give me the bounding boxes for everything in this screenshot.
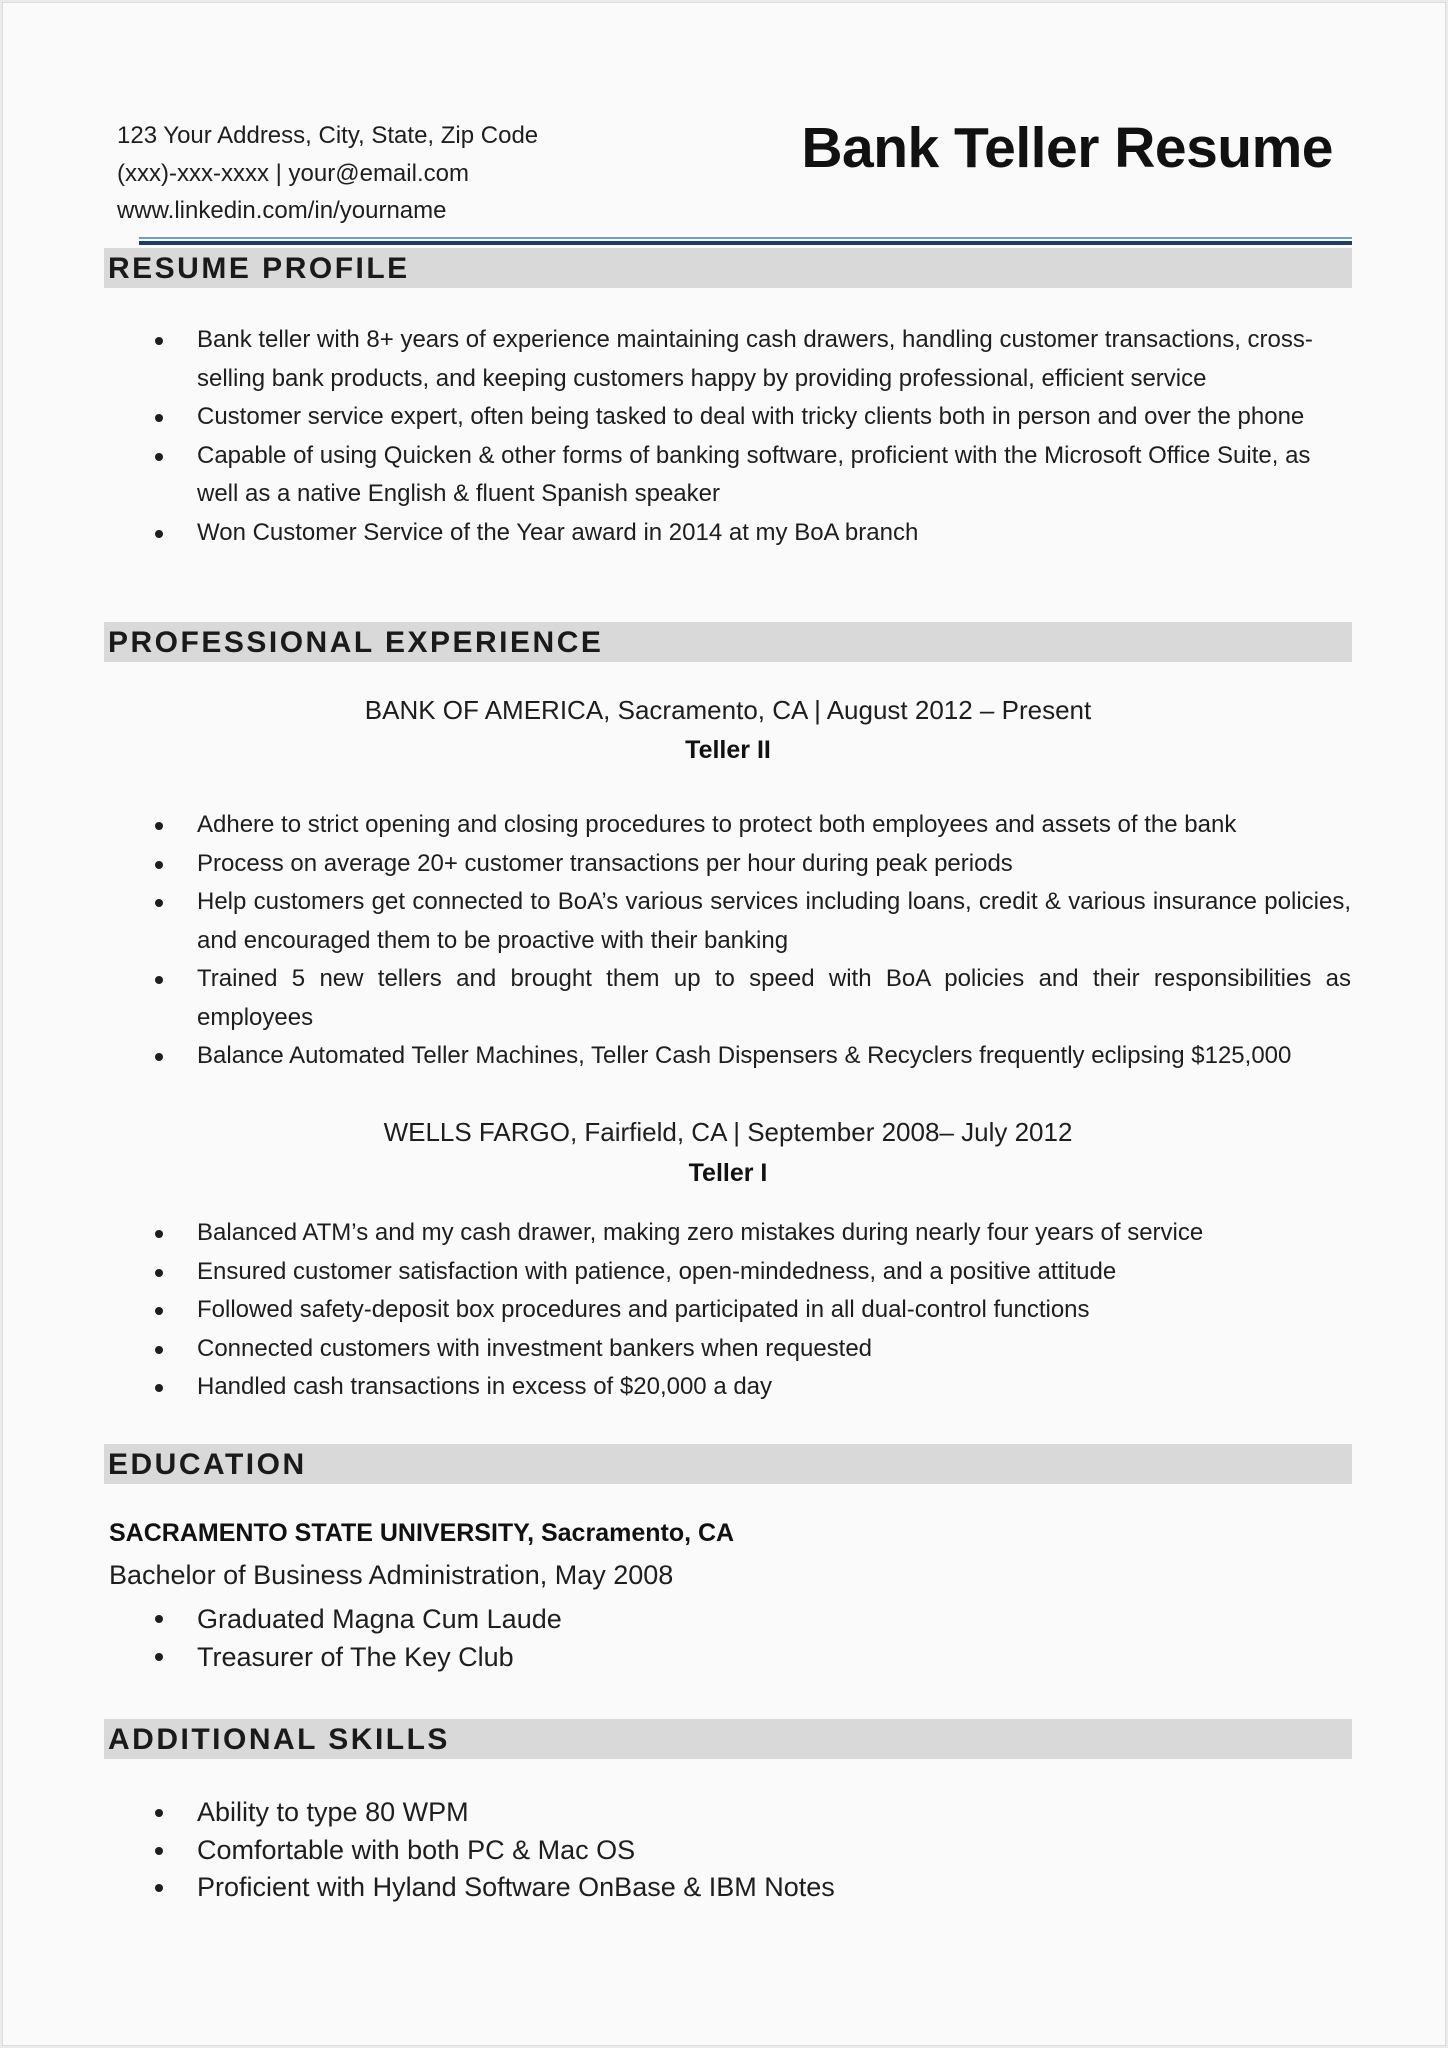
- list-item: Help customers get connected to BoA’s various services including loans, credit & various insurance policies, and encouraged them to be proactive with their banking: [155, 883, 1351, 960]
- job-title: Teller I: [688, 1159, 768, 1187]
- section-profile: [104, 248, 1352, 288]
- contact-block: [117, 117, 538, 230]
- list-item: Connected customers with investment bankers when requested: [155, 1330, 1351, 1369]
- skills-list: [155, 1794, 1351, 1907]
- job-duties-list: [155, 806, 1351, 1076]
- section-experience: [104, 622, 1352, 662]
- list-item: Adhere to strict opening and closing procedures to protect both employees and assets of the bank: [155, 806, 1351, 845]
- contact-linkedin: www.linkedin.com/in/yourname: [117, 197, 447, 224]
- list-item: Followed safety-deposit box procedures and participated in all dual-control functions: [155, 1291, 1351, 1330]
- job-employer-line: WELLS FARGO, Fairfield, CA | September 2008– July 2012: [383, 1117, 1073, 1147]
- list-item: Process on average 20+ customer transactions per hour during peak periods: [155, 845, 1351, 884]
- job-title: Teller II: [685, 736, 771, 764]
- contact-phone-email: (xxx)-xxx-xxxx | your@email.com: [117, 159, 469, 187]
- resume-title: Bank Teller Resume: [801, 116, 1333, 180]
- list-item: Comfortable with both PC & Mac OS: [155, 1832, 1351, 1870]
- list-item: Ensured customer satisfaction with patience, open-mindedness, and a positive attitude: [155, 1253, 1351, 1292]
- section-heading: RESUME PROFILE: [108, 252, 410, 285]
- section-heading: ADDITIONAL SKILLS: [108, 1723, 450, 1756]
- list-item: Trained 5 new tellers and brought them up to speed with BoA policies and their responsibilities as employees: [155, 960, 1351, 1037]
- list-item: Treasurer of The Key Club: [155, 1638, 1351, 1676]
- list-item: Capable of using Quicken & other forms of banking software, proficient with the Microsoft Office Suite, as well as a native English & fluent Spanish speaker: [155, 437, 1351, 514]
- section-heading: PROFESSIONAL EXPERIENCE: [108, 626, 604, 659]
- list-item: Won Customer Service of the Year award in 2014 at my BoA branch: [155, 514, 1351, 553]
- list-item: Balanced ATM’s and my cash drawer, making zero mistakes during nearly four years of service: [155, 1214, 1351, 1253]
- degree: Bachelor of Business Administration, May 2008: [109, 1560, 674, 1590]
- section-heading: EDUCATION: [108, 1448, 307, 1481]
- section-skills: [104, 1719, 1352, 1759]
- list-item: Customer service expert, often being tasked to deal with tricky clients both in person and over the phone: [155, 398, 1351, 437]
- list-item: Bank teller with 8+ years of experience maintaining cash drawers, handling customer transactions, cross-selling bank products, and keeping customers happy by providing professional, efficient service: [155, 321, 1351, 398]
- job-employer-line: BANK OF AMERICA, Sacramento, CA | August 2012 – Present: [364, 695, 1092, 725]
- header-rule-light: [139, 237, 1352, 239]
- education-list: [155, 1600, 1351, 1676]
- school-name: SACRAMENTO STATE UNIVERSITY, Sacramento, CA: [109, 1519, 735, 1547]
- list-item: Handled cash transactions in excess of $20,000 a day: [155, 1368, 1351, 1407]
- list-item: Ability to type 80 WPM: [155, 1794, 1351, 1832]
- header-rule-dark: [139, 241, 1352, 245]
- contact-address: 123 Your Address, City, State, Zip Code: [117, 122, 539, 149]
- job-duties-list: [155, 1214, 1351, 1407]
- profile-list: [155, 321, 1351, 552]
- list-item: Proficient with Hyland Software OnBase & IBM Notes: [155, 1869, 1351, 1907]
- resume-page: [2, 2, 1446, 2046]
- list-item: Graduated Magna Cum Laude: [155, 1600, 1351, 1638]
- list-item: Balance Automated Teller Machines, Teller Cash Dispensers & Recyclers frequently eclipsing $125,000: [155, 1037, 1351, 1076]
- section-education: [104, 1444, 1352, 1484]
